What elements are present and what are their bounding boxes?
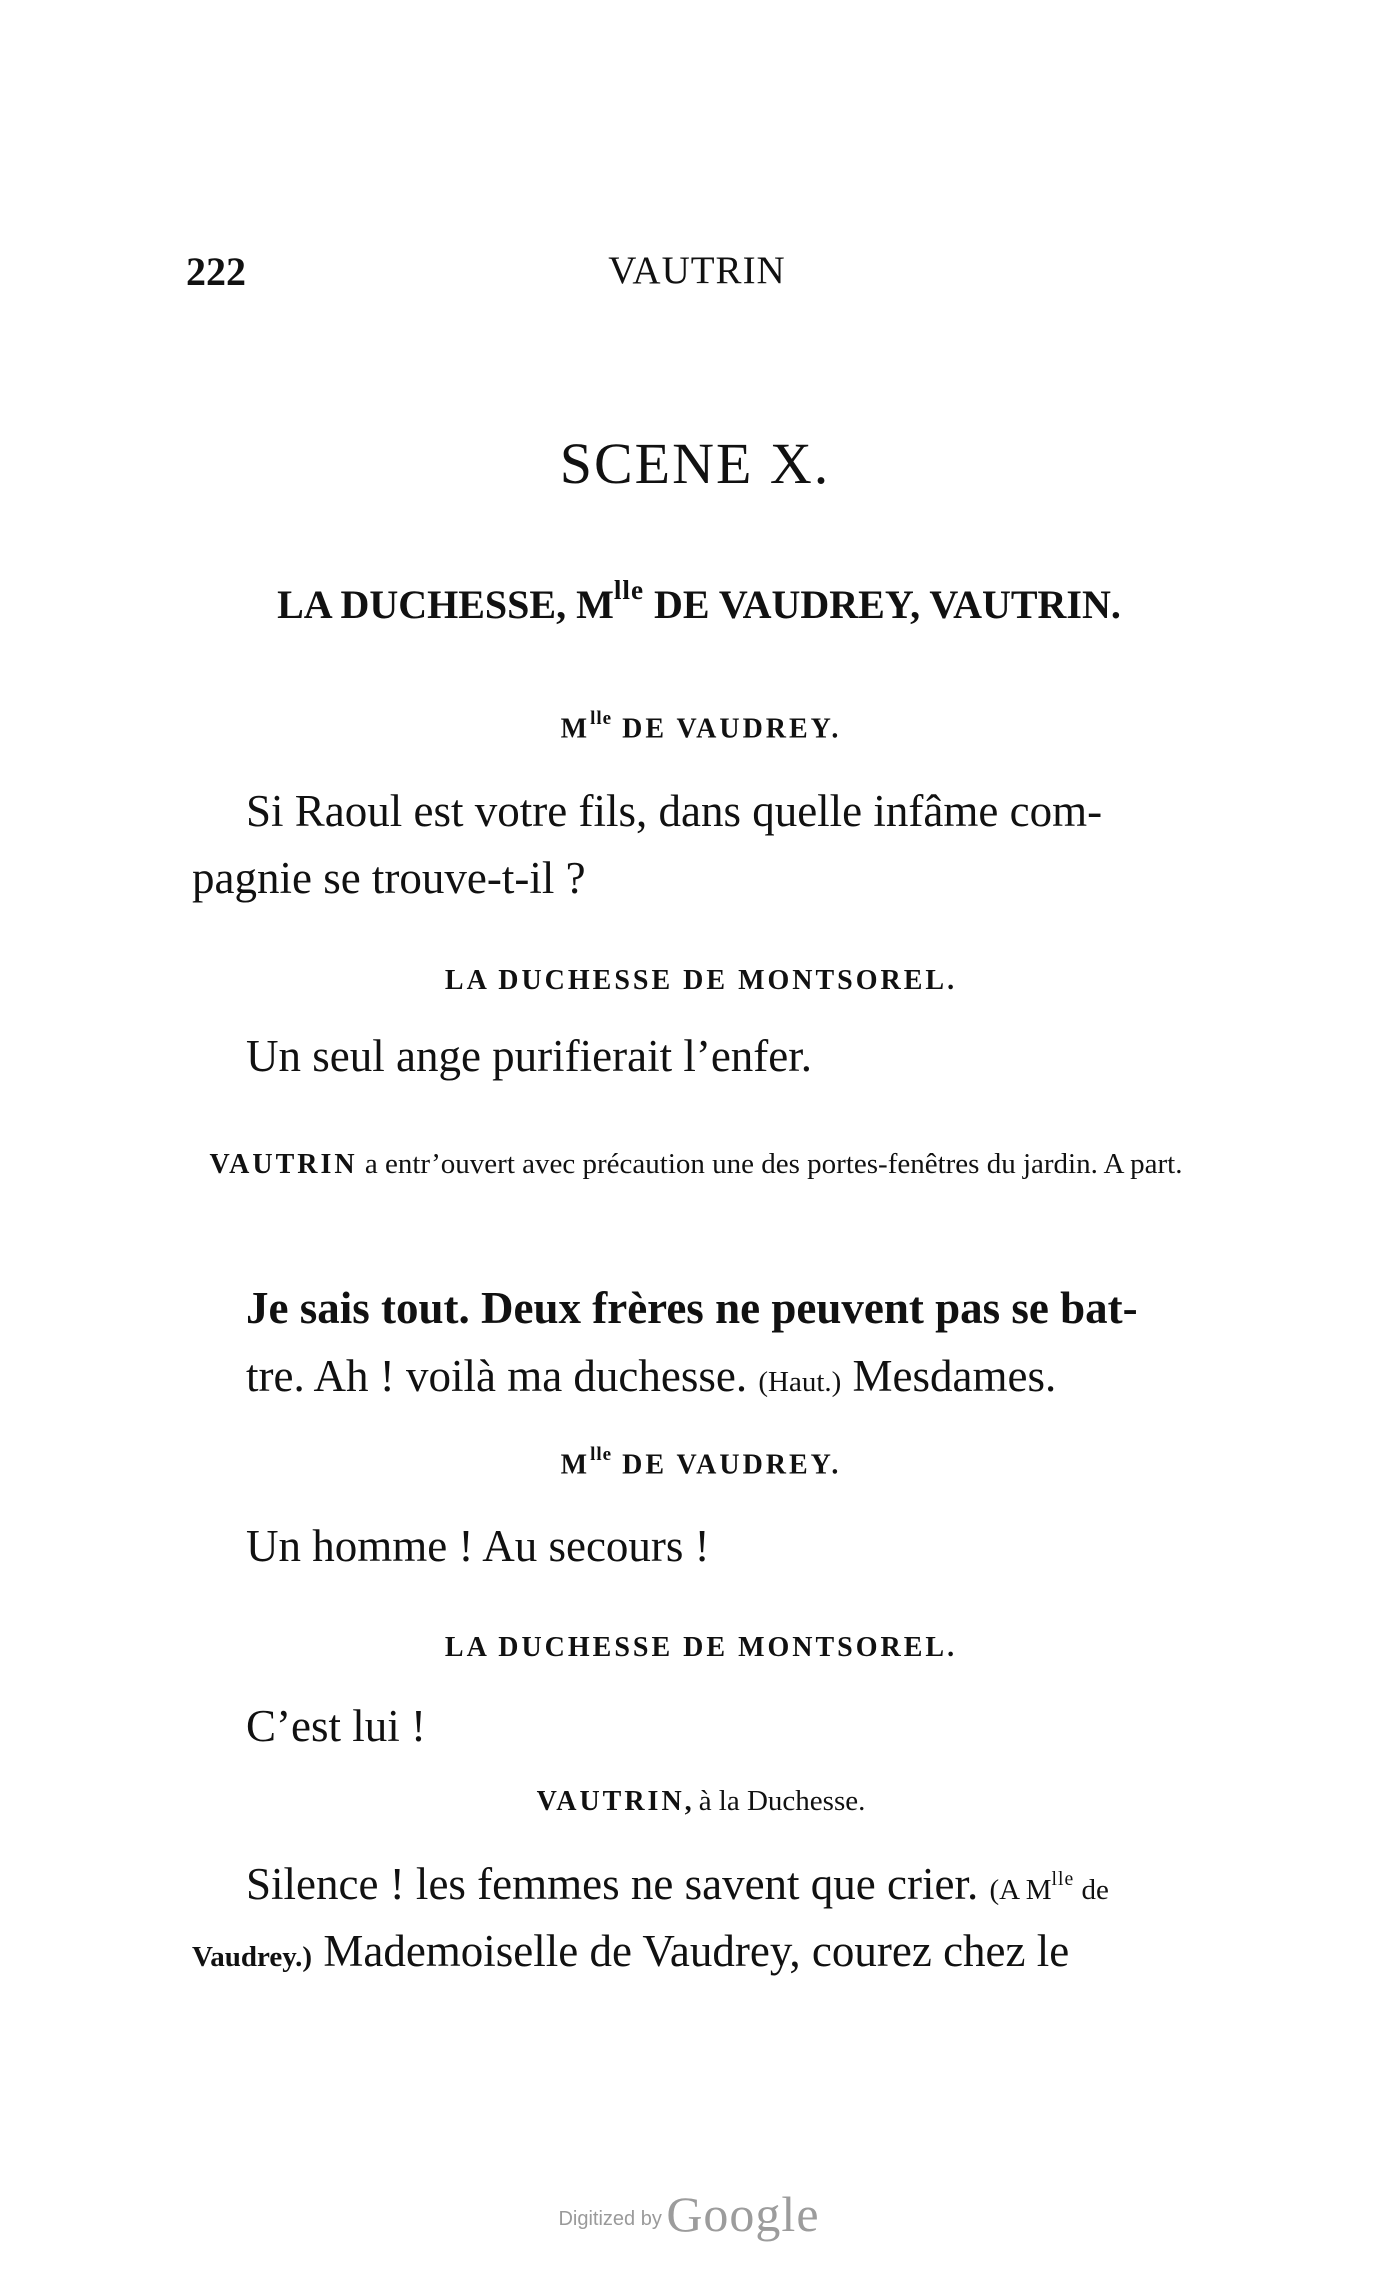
page-number: 222 — [186, 249, 246, 294]
aside-text: (A M — [989, 1874, 1052, 1906]
speaker-superscript: lle — [590, 708, 613, 729]
speaker-vautrin-1: VAUTRIN — [209, 1149, 358, 1180]
cast-list — [0, 575, 1378, 628]
dialogue-text: Mademoiselle de Vaudrey, courez chez le — [323, 1926, 1070, 1976]
scene-title: SCENE X. — [559, 431, 831, 496]
dialogue-line: Un homme ! Au secours ! — [246, 1521, 710, 1571]
speaker-superscript: lle — [590, 1444, 613, 1465]
speaker-name: DE VAUDREY. — [612, 1449, 842, 1481]
dialogue-text: Silence ! les femmes ne savent que crier. — [246, 1859, 979, 1909]
speaker-prefix: M — [560, 713, 591, 745]
speaker-vaudrey-2 — [0, 1444, 1378, 1481]
cast-part-1: LA DUCHESSE, M — [277, 582, 614, 628]
aside-direction — [989, 1868, 1109, 1906]
dialogue-text: tre. Ah ! voilà ma duchesse. — [246, 1351, 748, 1401]
speaker-name: VAUTRIN, — [536, 1786, 695, 1817]
google-logo: Google — [666, 2186, 820, 2242]
dialogue-line: Si Raoul est votre fils, dans quelle infâme com- — [246, 786, 1103, 836]
direction-text: à la Duchesse. — [698, 1785, 866, 1817]
dialogue-line — [246, 1350, 1056, 1402]
dialogue-text: Mesdames. — [852, 1351, 1057, 1401]
running-head — [0, 248, 1378, 308]
aside-direction: Vaudrey.) — [192, 1941, 313, 1973]
dialogue-line: C’est lui ! — [246, 1701, 426, 1751]
dialogue-line — [246, 1858, 1109, 1910]
speaker-vautrin-2 — [0, 1785, 1378, 1818]
speaker-duchesse-2: LA DUCHESSE DE MONTSOREL. — [444, 1632, 958, 1663]
watermark-prefix: Digitized by — [558, 2208, 662, 2230]
aside-superscript: lle — [1051, 1868, 1075, 1891]
running-title: VAUTRIN — [608, 249, 786, 292]
aside-text: de — [1074, 1874, 1109, 1906]
dialogue-line: pagnie se trouve-t-il ? — [192, 853, 586, 903]
direction-text: a entr’ouvert avec précaution une des portes-fenêtres du jardin. A part. — [364, 1148, 1183, 1180]
dialogue-line: Un seul ange purifierait l’enfer. — [246, 1031, 813, 1081]
dialogue-line — [192, 1925, 1069, 1977]
cast-superscript: lle — [613, 575, 645, 605]
stage-direction — [192, 1140, 1200, 1189]
cast-part-2: DE VAUDREY, VAUTRIN. — [644, 582, 1121, 628]
dialogue-line: Je sais tout. Deux frères ne peuvent pas se bat- — [246, 1283, 1138, 1333]
aside-direction: (Haut.) — [758, 1366, 842, 1398]
speaker-prefix: M — [560, 1449, 591, 1481]
speaker-duchesse-1: LA DUCHESSE DE MONTSOREL. — [444, 965, 958, 996]
speaker-vaudrey-1 — [0, 708, 1378, 745]
speaker-name: DE VAUDREY. — [612, 713, 842, 745]
digitized-watermark — [0, 2185, 1378, 2243]
